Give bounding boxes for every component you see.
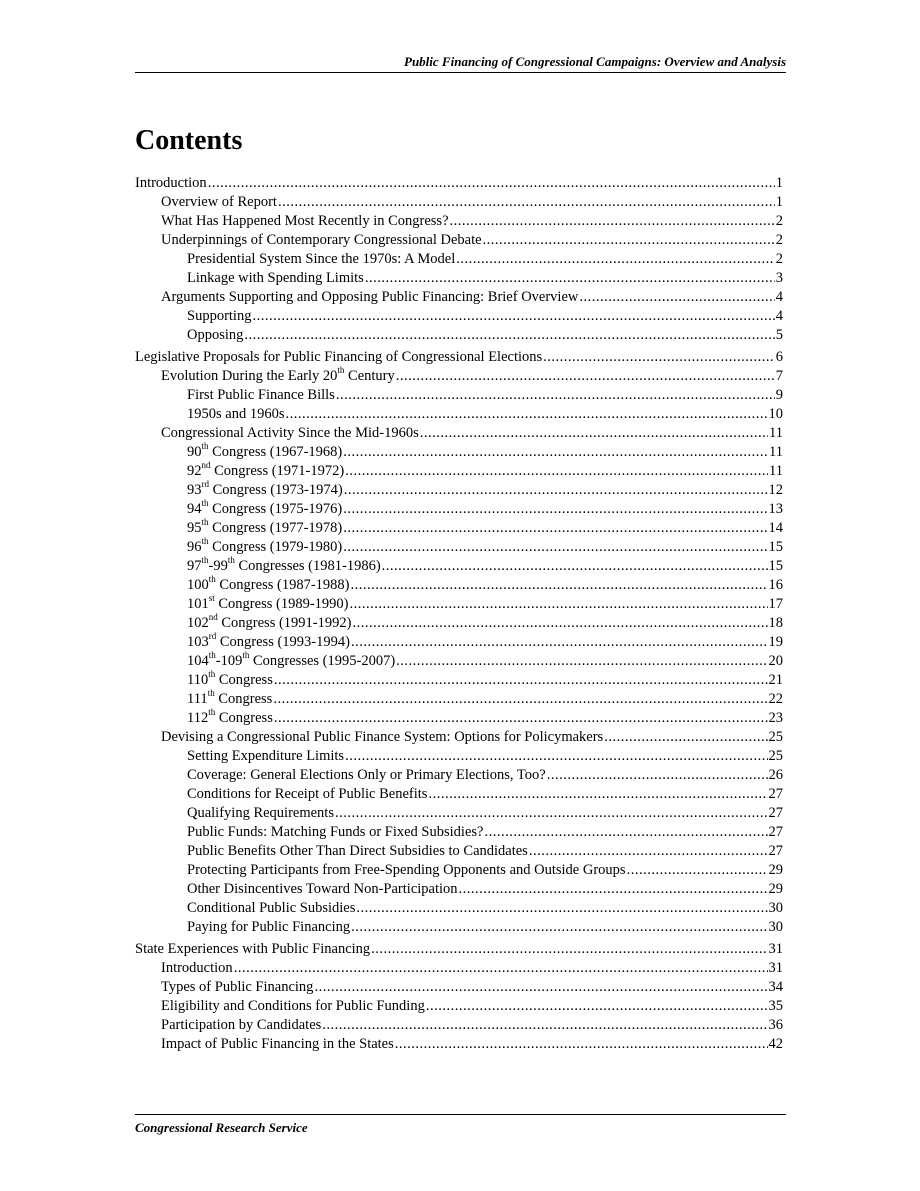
ordinal-suffix: th: [201, 536, 209, 547]
toc-entry-title: [187, 709, 273, 728]
toc-title-text: Protecting Participants from Free-Spending Opponents and Outside Groups: [187, 862, 626, 878]
toc-entry-title: [187, 804, 334, 823]
toc-entry-title: [187, 500, 342, 519]
dot-leader: [579, 288, 774, 307]
toc-page-number: 42: [768, 1036, 783, 1052]
toc-title-text: State Experiences with Public Financing: [135, 941, 371, 957]
toc-entry[interactable]: [135, 288, 783, 307]
toc-title-text: Legislative Proposals for Public Financing of Congressional Elections: [135, 349, 543, 365]
toc-page-number: 9: [775, 387, 783, 403]
toc-title-text: Congresses (1995-2007): [249, 653, 396, 669]
toc-entry[interactable]: [135, 997, 783, 1016]
toc-page-number: 6: [775, 349, 783, 365]
dot-leader: [365, 269, 775, 288]
toc-page-number: 27: [768, 786, 783, 802]
toc-entry[interactable]: [135, 174, 783, 193]
toc-entry[interactable]: [135, 766, 783, 785]
toc-entry[interactable]: [135, 842, 783, 861]
toc-entry[interactable]: [135, 1035, 783, 1054]
toc-title-text: Setting Expenditure Limits: [187, 748, 345, 764]
toc-entry-title: [187, 386, 335, 405]
toc-title-text: Century: [344, 368, 395, 384]
dot-leader: [343, 500, 767, 519]
toc-title-text: 95: [187, 520, 202, 536]
toc-title-text: 103: [187, 634, 209, 650]
toc-entry[interactable]: [135, 785, 783, 804]
toc-entry[interactable]: [135, 652, 783, 671]
toc-page-number: 29: [768, 862, 783, 878]
toc-page-number: 11: [769, 444, 783, 460]
toc-page-number: 14: [768, 520, 783, 536]
dot-leader: [371, 940, 767, 959]
toc-page-number: 7: [775, 368, 783, 384]
toc-title-text: Congress (1991-1992): [217, 615, 352, 631]
toc-entry[interactable]: [135, 747, 783, 766]
dot-leader: [459, 880, 768, 899]
toc-page-number: 15: [768, 558, 783, 574]
ordinal-suffix: nd: [208, 612, 218, 623]
toc-title-text: 93: [187, 482, 202, 498]
toc-entry-title: [161, 728, 603, 747]
toc-title-text: Types of Public Financing: [161, 979, 314, 995]
toc-title-text: 101: [187, 596, 209, 612]
toc-page-number: 18: [768, 615, 783, 631]
dot-leader: [529, 842, 768, 861]
toc-page-number: 11: [769, 425, 783, 441]
dot-leader: [420, 424, 768, 443]
dot-leader: [336, 386, 775, 405]
toc-entry-title: [187, 538, 342, 557]
dot-leader: [352, 614, 767, 633]
dot-leader: [426, 997, 768, 1016]
dot-leader: [274, 671, 768, 690]
toc-title-text: Paying for Public Financing: [187, 919, 351, 935]
toc-page-number: 31: [768, 960, 783, 976]
toc-entry-title: [187, 307, 251, 326]
dot-leader: [314, 978, 767, 997]
dot-leader: [396, 367, 775, 386]
toc-entry-title: [135, 940, 370, 959]
toc-page-number: 15: [768, 539, 783, 555]
toc-title-text: Congress: [215, 672, 273, 688]
toc-title-text: 1950s and 1960s: [187, 406, 285, 422]
toc-entry[interactable]: [135, 690, 783, 709]
toc-title-text: 110: [187, 672, 209, 688]
toc-entry[interactable]: [135, 348, 783, 367]
dot-leader: [428, 785, 767, 804]
toc-page-number: 31: [768, 941, 783, 957]
toc-title-text: Congress (1967-1968): [208, 444, 343, 460]
dot-leader: [484, 823, 767, 842]
toc-entry[interactable]: [135, 367, 783, 386]
toc-title-text: Congresses (1981-1986): [234, 558, 381, 574]
toc-page-number: 17: [768, 596, 783, 612]
toc-entry-title: [187, 269, 364, 288]
toc-entry-title: [187, 823, 483, 842]
toc-entry[interactable]: [135, 880, 783, 899]
toc-entry-title: [187, 519, 342, 538]
dot-leader: [343, 538, 767, 557]
toc-entry[interactable]: [135, 899, 783, 918]
table-of-contents: [135, 174, 783, 1054]
toc-title-text: Devising a Congressional Public Finance System: Options for Policymakers: [161, 729, 604, 745]
toc-title-text: Presidential System Since the 1970s: A Model: [187, 251, 456, 267]
toc-title-text: Congress (1977-1978): [208, 520, 343, 536]
toc-entry-title: [161, 997, 425, 1016]
toc-entry[interactable]: [135, 269, 783, 288]
ordinal-suffix: rd: [208, 631, 217, 642]
dot-leader: [456, 250, 775, 269]
toc-title-text: 96: [187, 539, 202, 555]
toc-title-text: Public Funds: Matching Funds or Fixed Subsidies?: [187, 824, 484, 840]
dot-leader: [322, 1016, 767, 1035]
toc-title-text: Congress (1971-1972): [210, 463, 345, 479]
toc-page-number: 25: [768, 729, 783, 745]
toc-entry[interactable]: [135, 307, 783, 326]
toc-title-text: 102: [187, 615, 209, 631]
toc-entry-title: [187, 671, 273, 690]
dot-leader: [252, 307, 774, 326]
toc-page-number: 10: [768, 406, 783, 422]
ordinal-suffix: th: [208, 574, 216, 585]
ordinal-suffix: nd: [201, 460, 211, 471]
dot-leader: [350, 576, 767, 595]
dot-leader: [450, 212, 775, 231]
dot-leader: [396, 652, 767, 671]
toc-title-text: Eligibility and Conditions for Public Funding: [161, 998, 425, 1014]
toc-entry-title: [187, 766, 546, 785]
toc-title-text: Opposing: [187, 327, 244, 343]
toc-entry-title: [161, 978, 313, 997]
toc-entry-title: [161, 193, 277, 212]
toc-page-number: 30: [768, 900, 783, 916]
toc-title-text: Congress (1987-1988): [215, 577, 350, 593]
toc-page-number: 20: [768, 653, 783, 669]
toc-entry-title: [161, 231, 482, 250]
toc-entry-title: [187, 462, 344, 481]
toc-page-number: 12: [768, 482, 783, 498]
toc-entry[interactable]: [135, 193, 783, 212]
toc-title-text: Conditions for Receipt of Public Benefits: [187, 786, 428, 802]
toc-title-text: 112: [187, 710, 209, 726]
dot-leader: [343, 519, 767, 538]
toc-entry[interactable]: [135, 405, 783, 424]
toc-entry-title: [135, 174, 207, 193]
toc-entry[interactable]: [135, 519, 783, 538]
toc-page-number: 35: [768, 998, 783, 1014]
toc-entry[interactable]: [135, 595, 783, 614]
toc-title-text: Arguments Supporting and Opposing Public Financing: Brief Overview: [161, 289, 579, 305]
dot-leader: [351, 918, 767, 937]
ordinal-suffix: th: [201, 441, 209, 452]
page-footer: Congressional Research Service: [135, 1120, 308, 1135]
toc-entry[interactable]: [135, 709, 783, 728]
toc-page-number: 27: [768, 805, 783, 821]
dot-leader: [344, 481, 768, 500]
toc-entry-title: [187, 747, 344, 766]
dot-leader: [345, 747, 767, 766]
toc-entry[interactable]: [135, 823, 783, 842]
dot-leader: [547, 766, 768, 785]
toc-title-text: First Public Finance Bills: [187, 387, 335, 403]
dot-leader: [395, 1035, 768, 1054]
toc-entry-title: [161, 1035, 394, 1054]
ordinal-suffix: th: [242, 650, 250, 661]
toc-page-number: 1: [775, 175, 783, 191]
toc-title-text: Congress (1973-1974): [209, 482, 343, 498]
toc-title-text: Other Disincentives Toward Non-Participation: [187, 881, 458, 897]
toc-page-number: 4: [775, 289, 783, 305]
toc-entry-title: [161, 212, 449, 231]
ordinal-suffix: rd: [201, 479, 209, 490]
toc-title-text: 97: [187, 558, 202, 574]
toc-entry[interactable]: [135, 250, 783, 269]
toc-entry[interactable]: [135, 212, 783, 231]
ordinal-suffix: th: [201, 498, 209, 509]
toc-entry-title: [161, 959, 233, 978]
toc-entry[interactable]: [135, 918, 783, 937]
toc-title-text: Evolution During the Early 20: [161, 368, 338, 384]
dot-leader: [345, 462, 768, 481]
toc-title-text: Congress (1993-1994): [216, 634, 350, 650]
toc-entry[interactable]: [135, 557, 783, 576]
toc-entry[interactable]: [135, 386, 783, 405]
dot-leader: [349, 595, 767, 614]
toc-page-number: 5: [775, 327, 783, 343]
toc-title-text: Congress (1989-1990): [214, 596, 349, 612]
toc-title-text: Qualifying Requirements: [187, 805, 334, 821]
toc-entry-title: [187, 405, 284, 424]
toc-title-text: Congress (1979-1980): [208, 539, 343, 555]
toc-entry[interactable]: [135, 576, 783, 595]
dot-leader: [273, 690, 767, 709]
dot-leader: [483, 231, 775, 250]
toc-title-text: Linkage with Spending Limits: [187, 270, 364, 286]
toc-title-text: 92: [187, 463, 202, 479]
toc-page-number: 2: [775, 213, 783, 229]
toc-title-text: 94: [187, 501, 202, 517]
toc-entry-title: [161, 424, 419, 443]
toc-title-text: Introduction: [135, 175, 207, 191]
toc-page-number: 16: [768, 577, 783, 593]
toc-page-number: 2: [775, 251, 783, 267]
toc-entry-title: [187, 899, 355, 918]
toc-title-text: 90: [187, 444, 202, 460]
toc-title-text: Conditional Public Subsidies: [187, 900, 356, 916]
ordinal-suffix: th: [201, 517, 209, 528]
dot-leader: [244, 326, 774, 345]
footer-rule: [135, 1114, 786, 1115]
toc-entry[interactable]: [135, 462, 783, 481]
toc-entry[interactable]: [135, 443, 783, 462]
dot-leader: [274, 709, 768, 728]
toc-entry-title: [161, 288, 578, 307]
toc-title-text: -99: [208, 558, 228, 574]
toc-title-text: Coverage: General Elections Only or Primary Elections, Too?: [187, 767, 546, 783]
toc-page-number: 1: [775, 194, 783, 210]
toc-page-number: 36: [768, 1017, 783, 1033]
page-title: Contents: [135, 125, 243, 156]
dot-leader: [356, 899, 767, 918]
toc-page-number: 30: [768, 919, 783, 935]
toc-entry-title: [187, 861, 626, 880]
toc-page-number: 2: [775, 232, 783, 248]
toc-page-number: 25: [768, 748, 783, 764]
toc-entry[interactable]: [135, 424, 783, 443]
toc-title-text: Underpinnings of Contemporary Congressional Debate: [161, 232, 482, 248]
toc-entry[interactable]: [135, 978, 783, 997]
toc-page-number: 29: [768, 881, 783, 897]
ordinal-suffix: th: [337, 365, 345, 376]
toc-entry-title: [187, 250, 455, 269]
toc-title-text: Congress: [214, 691, 273, 707]
dot-leader: [604, 728, 767, 747]
toc-entry-title: [161, 1016, 321, 1035]
ordinal-suffix: th: [208, 707, 216, 718]
toc-page-number: 22: [768, 691, 783, 707]
running-header: Public Financing of Congressional Campaigns: Overview and Analysis: [404, 54, 786, 69]
ordinal-suffix: th: [201, 555, 209, 566]
dot-leader: [351, 633, 768, 652]
toc-page-number: 4: [775, 308, 783, 324]
toc-page-number: 19: [768, 634, 783, 650]
toc-entry-title: [187, 690, 272, 709]
dot-leader: [234, 959, 768, 978]
toc-entry-title: [187, 785, 427, 804]
toc-entry[interactable]: [135, 326, 783, 345]
toc-page-number: 11: [769, 463, 783, 479]
toc-page-number: 23: [768, 710, 783, 726]
ordinal-suffix: th: [208, 650, 216, 661]
toc-entry[interactable]: [135, 728, 783, 747]
toc-title-text: Congress (1975-1976): [208, 501, 343, 517]
toc-entry[interactable]: [135, 959, 783, 978]
toc-page-number: 27: [768, 843, 783, 859]
dot-leader: [285, 405, 767, 424]
toc-entry[interactable]: [135, 633, 783, 652]
dot-leader: [278, 193, 775, 212]
ordinal-suffix: th: [208, 669, 216, 680]
toc-title-text: Participation by Candidates: [161, 1017, 322, 1033]
toc-title-text: Introduction: [161, 960, 233, 976]
ordinal-suffix: th: [227, 555, 235, 566]
toc-page-number: 27: [768, 824, 783, 840]
toc-title-text: -109: [215, 653, 243, 669]
toc-title-text: Supporting: [187, 308, 252, 324]
toc-entry[interactable]: [135, 614, 783, 633]
toc-entry[interactable]: [135, 804, 783, 823]
toc-title-text: Congressional Activity Since the Mid-1960s: [161, 425, 419, 441]
toc-title-text: Public Benefits Other Than Direct Subsidies to Candidates: [187, 843, 528, 859]
toc-page-number: 13: [768, 501, 783, 517]
toc-entry[interactable]: [135, 671, 783, 690]
toc-entry-title: [161, 367, 395, 386]
toc-title-text: Impact of Public Financing in the States: [161, 1036, 394, 1052]
toc-entry-title: [187, 557, 381, 576]
ordinal-suffix: th: [207, 688, 215, 699]
toc-title-text: 104: [187, 653, 209, 669]
toc-entry-title: [187, 842, 528, 861]
toc-entry[interactable]: [135, 1016, 783, 1035]
toc-entry-title: [187, 880, 458, 899]
dot-leader: [343, 443, 768, 462]
dot-leader: [543, 348, 775, 367]
dot-leader: [382, 557, 768, 576]
toc-title-text: 111: [187, 691, 208, 707]
dot-leader: [335, 804, 768, 823]
toc-title-text: 100: [187, 577, 209, 593]
dot-leader: [208, 174, 775, 193]
toc-entry-title: [187, 652, 395, 671]
dot-leader: [627, 861, 768, 880]
toc-entry-title: [187, 918, 350, 937]
toc-page-number: 21: [768, 672, 783, 688]
header-rule: [135, 72, 786, 73]
toc-entry-title: [187, 326, 243, 345]
toc-entry[interactable]: [135, 231, 783, 250]
ordinal-suffix: st: [208, 593, 215, 604]
toc-title-text: What Has Happened Most Recently in Congress?: [161, 213, 449, 229]
toc-entry[interactable]: [135, 481, 783, 500]
toc-entry-title: [187, 481, 343, 500]
toc-title-text: Congress: [215, 710, 273, 726]
toc-page-number: 3: [775, 270, 783, 286]
toc-entry[interactable]: [135, 500, 783, 519]
toc-page-number: 26: [768, 767, 783, 783]
toc-entry[interactable]: [135, 861, 783, 880]
toc-entry[interactable]: [135, 940, 783, 959]
toc-title-text: Overview of Report: [161, 194, 277, 210]
toc-page-number: 34: [768, 979, 783, 995]
